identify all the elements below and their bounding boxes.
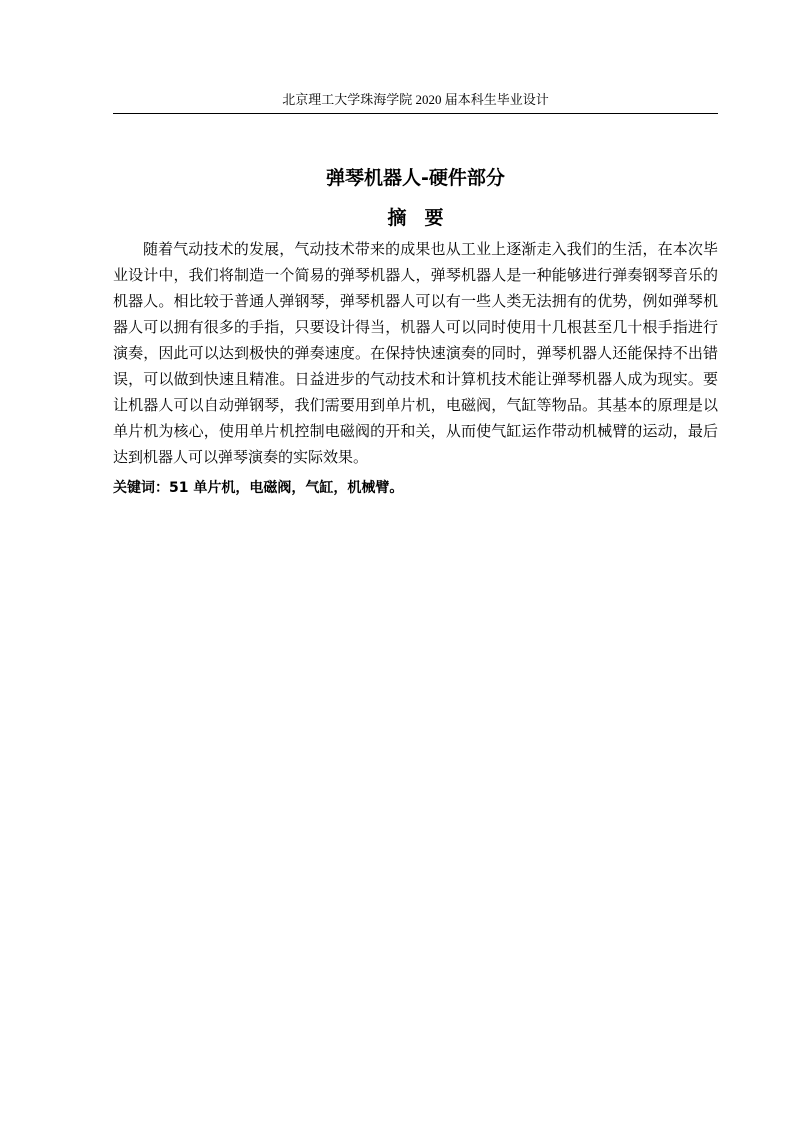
keywords-line: 关键词：51 单片机，电磁阀，气缸，机械臂。 — [113, 480, 404, 496]
header-divider — [113, 113, 718, 114]
page-header: 北京理工大学珠海学院 2020 届本科生毕业设计 — [282, 92, 549, 107]
abstract-body: 随着气动技术的发展，气动技术带来的成果也从工业上逐渐走入我们的生活，在本次毕业设计中，我们将制造一个简易的弹琴机器人，弹琴机器人是一种能够进行弹奏钢琴音乐的机器人。相比较于普通人弹钢琴，弹琴机器人可以有一些人类无法拥有的优势，例如弹琴机器人可以拥有很多的手指，只要设计得当，机器人可以同时使用十几根甚至几十根手指进行演奏，因此可以达到极快的弹奏速度。在保持快速演奏的同时，弹琴机器人还能保持不出错误，可以做到快速且精准。日益进步的气动技术和计算机技术能让弹琴机器人成为现实。要让机器人可以自动弹钢琴，我们需要用到单片机，电磁阀，气缸等物品。其基本的原理是以单片机为核心，使用单片机控制电磁阀的开和关，从而使气缸运作带动机械臂的运动，最后达到机器人可以弹琴演奏的实际效果。 — [113, 240, 718, 466]
document-title: 弹琴机器人-硬件部分 — [326, 167, 505, 189]
abstract-heading: 摘要 — [387, 207, 462, 229]
